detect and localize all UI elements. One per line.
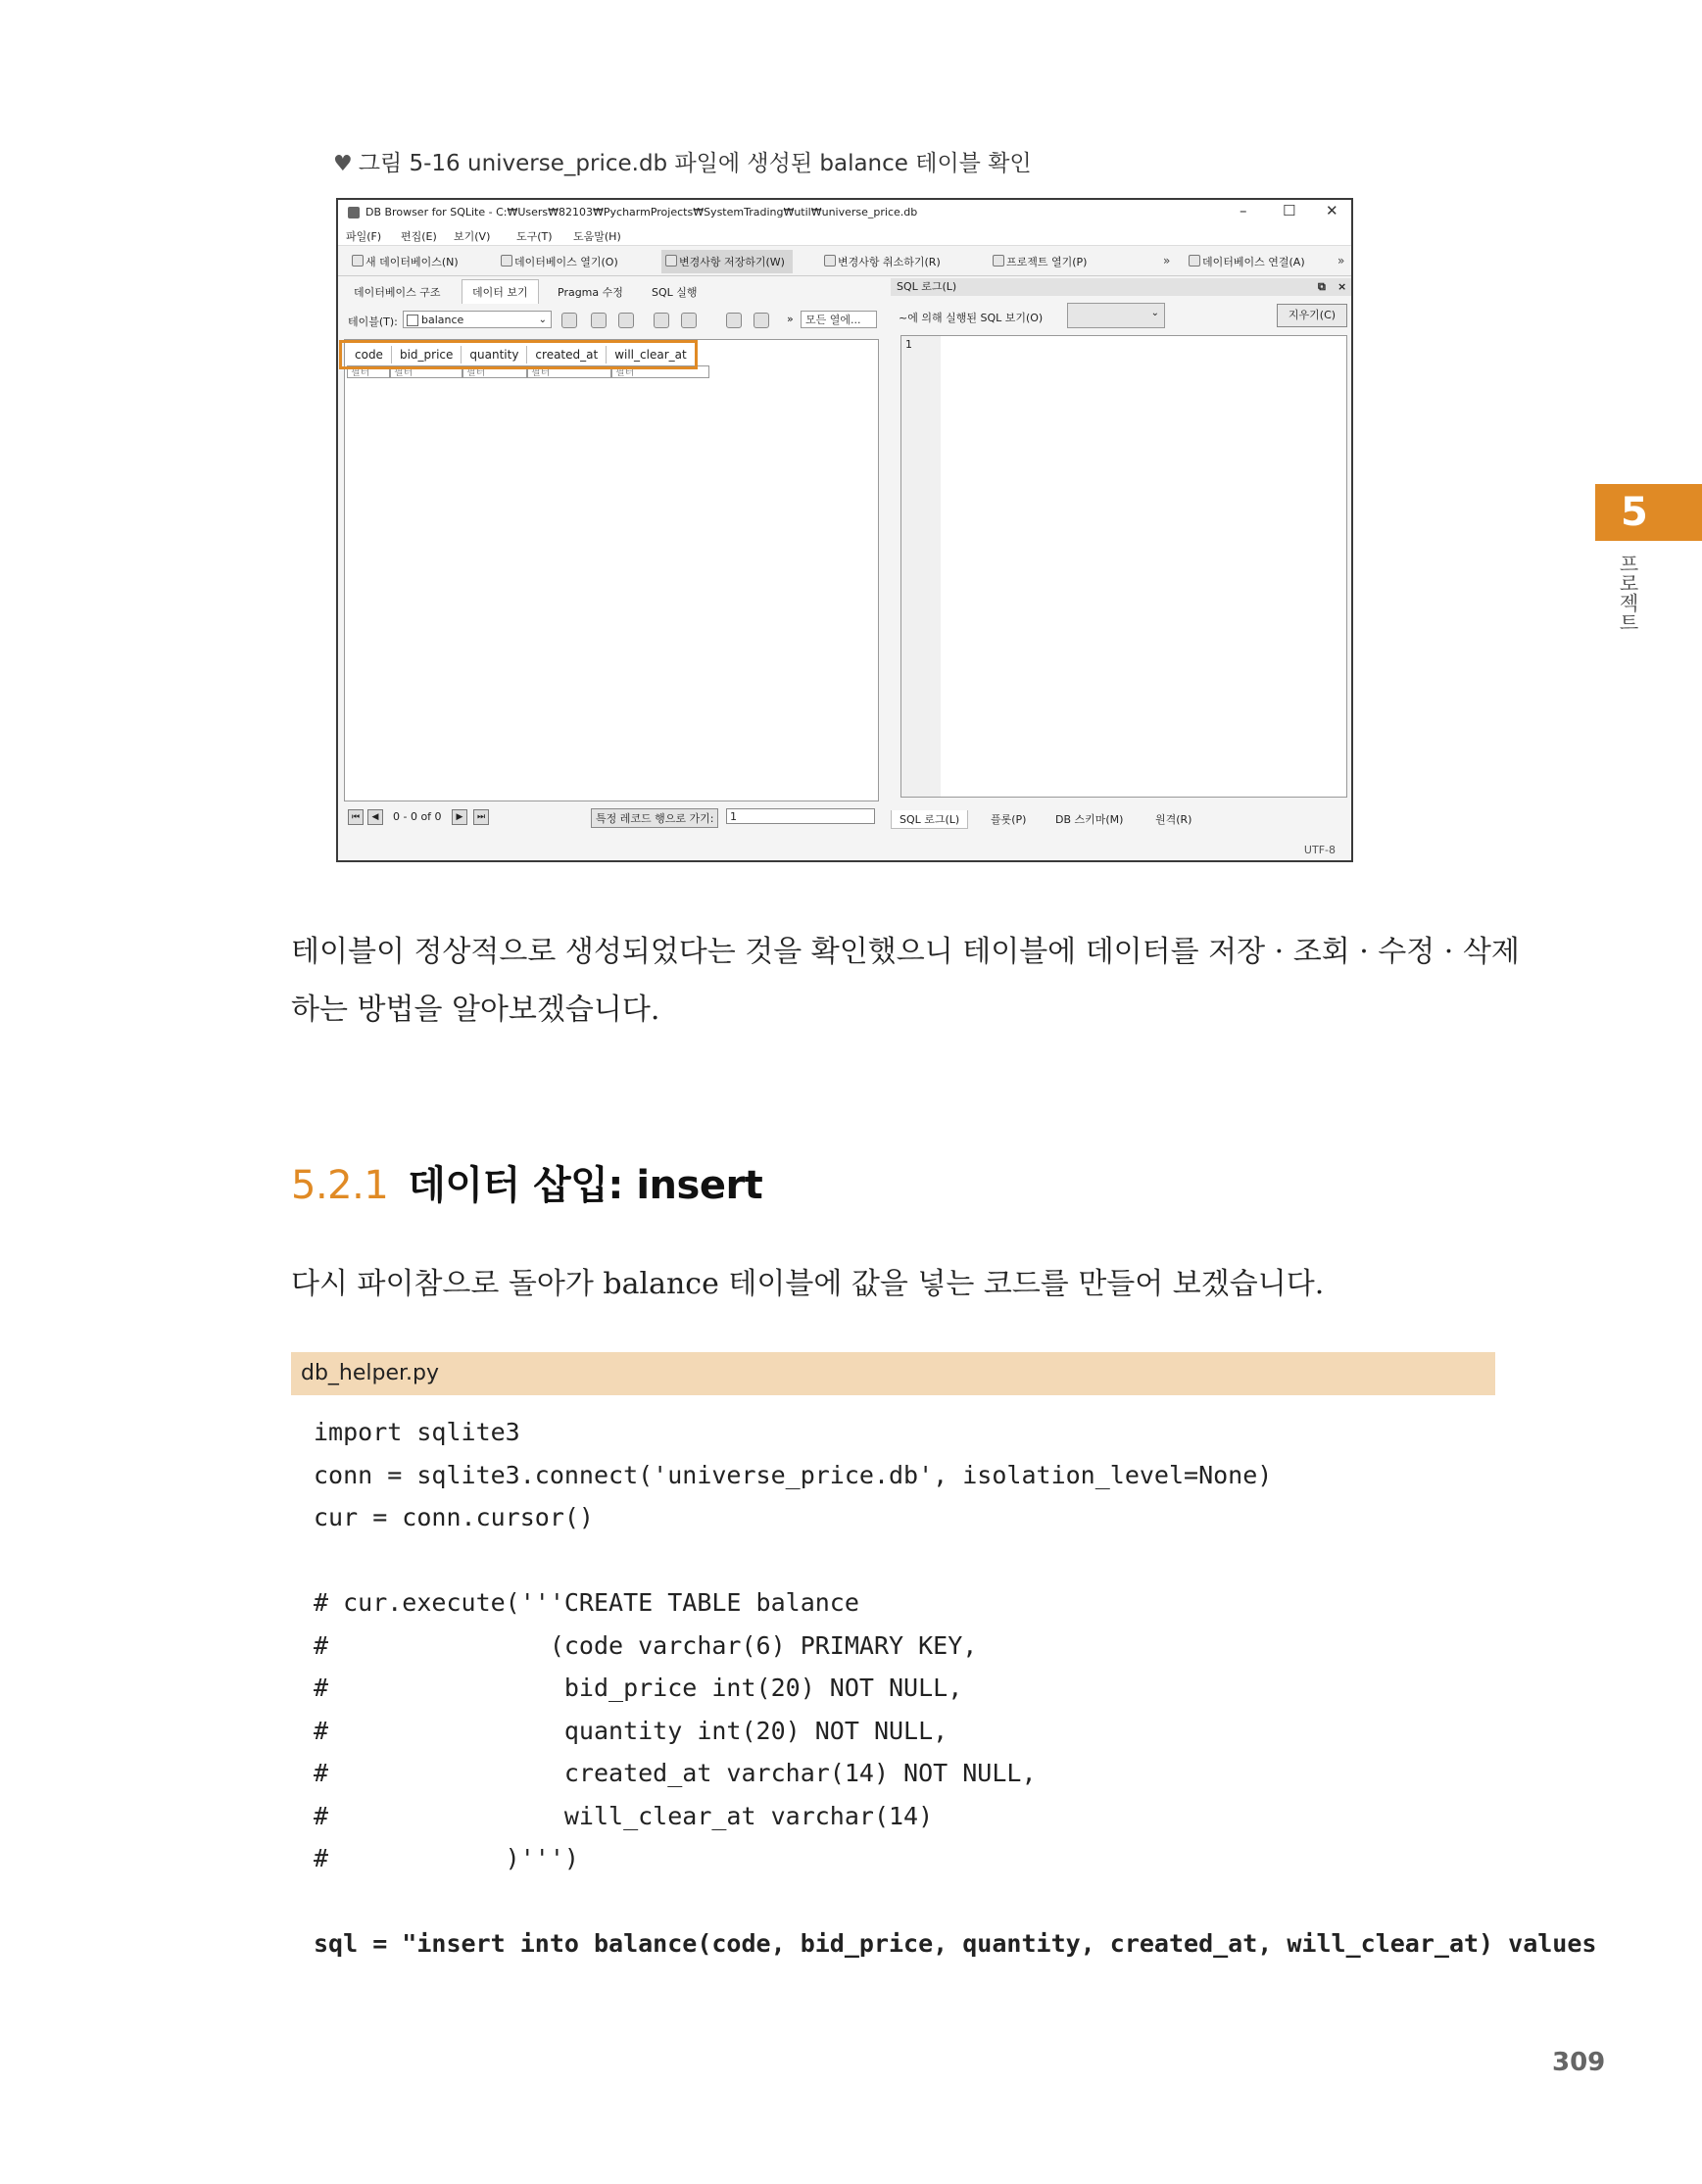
sql-log-header xyxy=(891,278,1351,296)
filter-all-columns-input[interactable]: 모든 열에... xyxy=(801,311,877,328)
clear-button[interactable]: 지우기(C) xyxy=(1277,304,1347,327)
code-line: import sqlite3 xyxy=(314,1418,520,1446)
clear-filters-icon[interactable] xyxy=(591,313,607,328)
toolbar-more-icon[interactable]: » xyxy=(787,313,794,325)
goto-record-button[interactable]: 특정 레코드 행으로 가기: xyxy=(591,808,718,828)
executed-by-label: ~에 의해 실행된 SQL 보기(O) xyxy=(899,312,1044,324)
filter-cell[interactable]: 필터 xyxy=(611,365,709,378)
code-line: cur = conn.cursor() xyxy=(314,1503,594,1531)
sql-log-title: SQL 로그(L) xyxy=(897,280,957,293)
menu-help[interactable]: 도움말(H) xyxy=(573,230,621,243)
toolbar-more-icon[interactable]: » xyxy=(1337,254,1345,267)
new-database-button[interactable]: 새 데이터베이스(N) xyxy=(352,254,459,269)
tab-edit-pragmas[interactable]: Pragma 수정 xyxy=(558,286,623,299)
attach-database-button[interactable]: 데이터베이스 연결(A) xyxy=(1189,254,1305,269)
goto-record-input[interactable]: 1 xyxy=(726,808,875,824)
figure-caption-text: 그림 5-16 universe_price.db 파일에 생성된 balance 테이블 확인 xyxy=(358,151,1032,176)
tab-plot[interactable]: 플롯(P) xyxy=(991,813,1027,826)
toolbar xyxy=(338,245,1351,276)
column-header-quantity[interactable]: quantity xyxy=(462,346,527,364)
toolbar-more-icon[interactable]: » xyxy=(1163,254,1171,267)
filter-cell[interactable]: 필터 xyxy=(347,365,390,378)
previous-record-icon[interactable]: ◀ xyxy=(367,809,383,825)
encoding-status: UTF-8 xyxy=(1303,844,1336,856)
table-select-value: balance xyxy=(421,314,464,326)
section-number: 5.2.1 xyxy=(291,1163,389,1208)
table-icon xyxy=(407,315,418,326)
code-line: # created_at varchar(14) NOT NULL, xyxy=(314,1759,1037,1787)
code-line: # bid_price int(20) NOT NULL, xyxy=(314,1674,963,1702)
chapter-number-tab: 5 xyxy=(1595,484,1702,541)
record-navigation xyxy=(344,805,883,827)
code-line: # (code varchar(6) PRIMARY KEY, xyxy=(314,1630,978,1660)
paragraph-line: 다시 파이참으로 돌아가 balance 테이블에 값을 넣는 코드를 만들어 보겠습니다. xyxy=(291,1267,1325,1301)
revert-changes-button[interactable]: 변경사항 취소하기(R) xyxy=(824,254,941,269)
column-header-code[interactable]: code xyxy=(347,346,392,364)
app-icon xyxy=(348,207,360,218)
open-project-button[interactable]: 프로젝트 열기(P) xyxy=(993,254,1087,269)
tab-database-structure[interactable]: 데이터베이스 구조 xyxy=(354,286,441,299)
column-header-created-at[interactable]: created_at xyxy=(527,346,607,364)
code-filename: db_helper.py xyxy=(301,1361,440,1385)
insert-record-icon[interactable] xyxy=(726,313,742,328)
paragraph-line: 하는 방법을 알아보겠습니다. xyxy=(291,993,660,1027)
chevron-down-icon: ⌄ xyxy=(538,315,547,325)
page-number: 309 xyxy=(1552,2048,1606,2077)
first-record-icon[interactable]: ⏮ xyxy=(348,809,364,825)
code-line: # quantity int(20) NOT NULL, xyxy=(314,1716,948,1745)
highlight-box xyxy=(339,340,698,369)
chapter-name: 프로젝트 xyxy=(1616,554,1639,632)
next-record-icon[interactable]: ▶ xyxy=(452,809,467,825)
window-title: DB Browser for SQLite - C:₩Users₩82103₩PycharmProjects₩SystemTrading₩util₩universe_price.db xyxy=(365,206,918,218)
record-count: 0 - 0 of 0 xyxy=(393,810,442,823)
column-header-bid-price[interactable]: bid_price xyxy=(392,346,462,364)
code-filename-bar xyxy=(291,1352,1495,1395)
last-record-icon[interactable]: ⏭ xyxy=(473,809,489,825)
figure-caption xyxy=(333,145,1032,177)
table-toolbar xyxy=(344,308,883,333)
menu-view[interactable]: 보기(V) xyxy=(454,230,491,243)
browse-data-panel xyxy=(344,278,883,860)
tab-remote[interactable]: 원격(R) xyxy=(1155,813,1192,826)
write-changes-button[interactable]: 변경사항 저장하기(W) xyxy=(661,250,793,273)
refresh-icon[interactable] xyxy=(561,313,577,328)
tab-sql-log[interactable]: SQL 로그(L) xyxy=(891,810,968,829)
table-label: 테이블(T): xyxy=(348,315,398,328)
tab-execute-sql[interactable]: SQL 실행 xyxy=(652,286,698,299)
close-button[interactable]: ✕ xyxy=(1326,202,1338,219)
sql-log-panel xyxy=(891,278,1351,860)
code-line: # )''') xyxy=(314,1844,579,1872)
close-icon[interactable]: × xyxy=(1337,280,1347,293)
copy-icon[interactable] xyxy=(654,313,669,328)
chevron-down-icon: ⌄ xyxy=(1150,308,1159,318)
open-database-button[interactable]: 데이터베이스 열기(O) xyxy=(501,254,618,269)
maximize-button[interactable]: ☐ xyxy=(1283,202,1296,219)
tab-db-schema[interactable]: DB 스키마(M) xyxy=(1055,813,1124,826)
save-filter-icon[interactable] xyxy=(618,313,634,328)
executed-by-select[interactable] xyxy=(1067,303,1165,328)
code-line: # will_clear_at varchar(14) xyxy=(314,1801,934,1830)
menu-tools[interactable]: 도구(T) xyxy=(516,230,553,243)
heart-icon: ♥ xyxy=(333,152,353,176)
menu-file[interactable]: 파일(F) xyxy=(346,230,382,243)
line-number-gutter: 1 xyxy=(901,336,941,797)
menu-edit[interactable]: 편집(E) xyxy=(401,230,437,243)
minimize-button[interactable]: – xyxy=(1240,202,1247,219)
section-heading xyxy=(291,1154,762,1210)
filter-cell[interactable]: 필터 xyxy=(390,365,462,378)
code-line: sql = "insert into balance(code, bid_price, quantity, created_at, will_clear_at) values xyxy=(314,1929,1597,1958)
code-line xyxy=(314,1539,1596,1582)
filter-cell[interactable]: 필터 xyxy=(527,365,611,378)
tab-browse-data[interactable]: 데이터 보기 xyxy=(462,279,539,304)
filter-cell[interactable]: 필터 xyxy=(462,365,527,378)
code-line: conn = sqlite3.connect('universe_price.db', isolation_level=None) xyxy=(314,1460,1273,1489)
code-block xyxy=(314,1411,1596,1966)
app-screenshot xyxy=(336,198,1353,862)
paragraph-line: 테이블이 정상적으로 생성되었다는 것을 확인했으니 테이블에 데이터를 저장 · 조회 · 수정 · 삭제 xyxy=(291,935,1520,969)
data-grid xyxy=(344,339,879,801)
code-line xyxy=(314,1880,1596,1923)
print-icon[interactable] xyxy=(681,313,697,328)
sql-log-editor[interactable] xyxy=(900,335,1347,798)
column-header-will-clear-at[interactable]: will_clear_at xyxy=(607,346,695,364)
float-icon[interactable]: ⧉ xyxy=(1318,280,1326,293)
title-bar xyxy=(338,200,1351,225)
menu-bar xyxy=(338,225,1351,245)
bottom-tabs xyxy=(891,807,1351,827)
delete-record-icon[interactable] xyxy=(754,313,769,328)
table-select[interactable] xyxy=(403,311,552,328)
section-title: 데이터 삽입: insert xyxy=(408,1163,763,1208)
code-line: # cur.execute('''CREATE TABLE balance xyxy=(314,1588,859,1617)
